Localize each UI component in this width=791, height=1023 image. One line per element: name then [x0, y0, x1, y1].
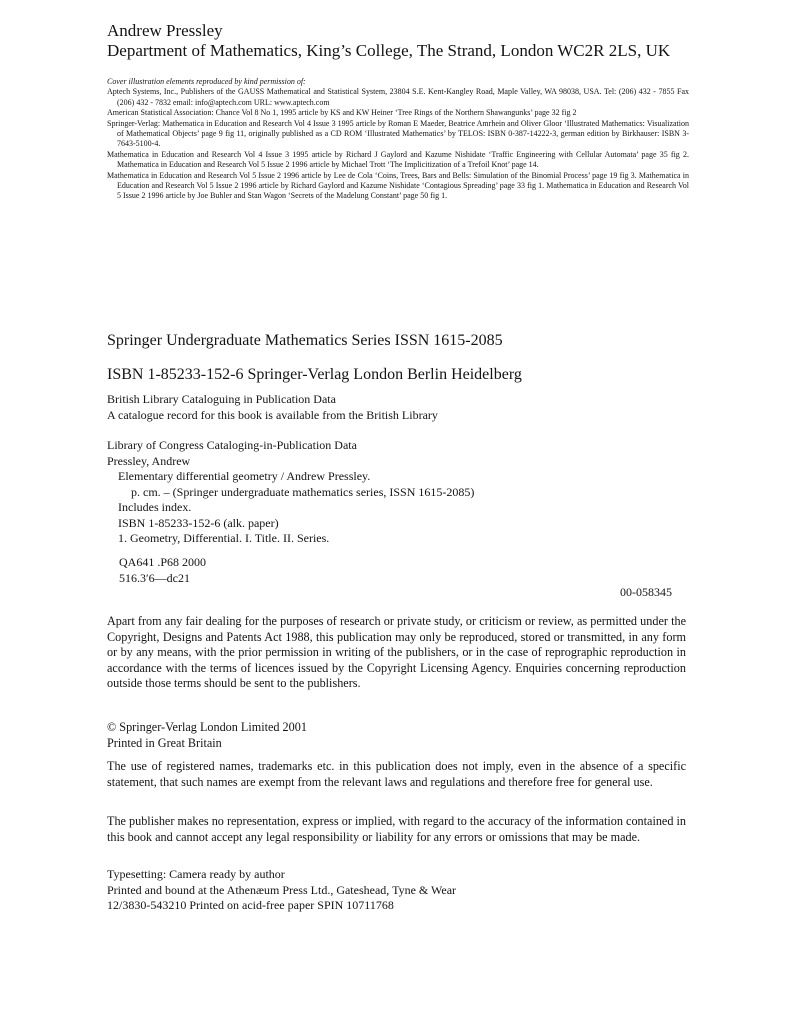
loc-index: Includes index. — [118, 500, 192, 514]
british-library-cip — [107, 392, 438, 423]
copyright-notice — [107, 720, 686, 751]
loc-cip-block — [107, 438, 474, 547]
liability-paragraph — [107, 814, 686, 845]
loc-title: Elementary differential geometry / Andrew Pressley. — [118, 469, 371, 483]
cover-credits — [107, 77, 689, 202]
british-library-heading: British Library Cataloguing in Publication Data — [107, 392, 336, 406]
copyright-line: © Springer-Verlag London Limited 2001 — [107, 720, 307, 734]
loc-dewey: 516.3′6—dc21 — [119, 570, 190, 585]
isbn-line: ISBN 1-85233-152-6 Springer-Verlag London Berlin Heidelberg — [107, 366, 522, 383]
typesetting-line: Typesetting: Camera ready by author — [107, 867, 285, 881]
rights-text: Apart from any fair dealing for the purposes of research or private study, or criticism or review, as permitted under the Copyright, Designs and Patents Act 1988, this publication may only be reproduced, stored or transmitted, in any form or by any means, with the prior permission in writing of the publishers, or in the case of reprographic reproduction in accordance with the terms of licences issued by the Copyright Licensing Agency. Enquiries concerning reproduction outside those terms should be sent to the publishers. — [107, 614, 686, 691]
trademark-text: The use of registered names, trademarks etc. in this publication does not imply, even in the absence of a specific statement, that such names are exempt from the relevant laws and regulations and therefore free for general use. — [107, 759, 686, 789]
trademark-paragraph — [107, 759, 686, 790]
loc-heading: Library of Congress Cataloging-in-Publication Data — [107, 438, 357, 452]
cover-credit-item: Aptech Systems, Inc., Publishers of the GAUSS Mathematical and Statistical System, 23804 S.E. Kent-Kangley Road, Maple Valley, WA 98038, USA. Tel: (206) 432 - 7855 Fax (206) 432 - 7832 email: info@aptech.com URL: www.aptech.com — [107, 87, 689, 107]
printed-in: Printed in Great Britain — [107, 735, 222, 750]
loc-subjects: 1. Geometry, Differential. I. Title. II. Series. — [118, 531, 330, 545]
spin-line: 12/3830-543210 Printed on acid-free paper SPIN 10711768 — [107, 898, 394, 912]
loc-isbn: ISBN 1-85233-152-6 (alk. paper) — [118, 515, 279, 530]
loc-call-number: QA641 .P68 2000 — [119, 555, 207, 569]
printed-bound-line: Printed and bound at the Athenæum Press Ltd., Gateshead, Tyne & Wear — [107, 882, 457, 897]
production-info — [107, 867, 456, 914]
loc-pages: p. cm. – (Springer undergraduate mathematics series, ISSN 1615-2085) — [131, 484, 475, 499]
author-name: Andrew Pressley — [107, 21, 223, 40]
cover-credit-item: Mathematica in Education and Research Vol 4 Issue 3 1995 article by Richard J Gaylord and Kazume Nishidate ‘Traffic Engineering with Cellular Automata’ page 35 fig 2. Mathematica in Education and Research Vol 5 Issue 2 1996 article by Michael Trott ‘The Implicitization of a Trefoil Knot’ page 14. — [107, 149, 689, 170]
loc-call-numbers — [119, 555, 206, 586]
cover-credit-item: Springer-Verlag: Mathematica in Education and Research Vol 4 Issue 3 1995 article by Roman E Maeder, Beatrice Amrhein and Oliver Gloor ‘Illustrated Mathematics: Visualization of Mathematical Objects’ page 9 fig 11, originally published as a CD ROM ‘Illustrated Mathematics’ by TELOS: ISBN 0-387-14222-3, german edition by Birkhauser: ISBN 3-7643-5100-4. — [107, 118, 689, 149]
series-issn: Springer Undergraduate Mathematics Series ISSN 1615-2085 — [107, 332, 503, 349]
rights-paragraph — [107, 614, 686, 692]
british-library-note: A catalogue record for this book is available from the British Library — [107, 407, 438, 422]
liability-text: The publisher makes no representation, express or implied, with regard to the accuracy of the information contained in this book and cannot accept any legal responsibility or liability for any errors or omissions that may be made. — [107, 814, 686, 844]
loc-author: Pressley, Andrew — [107, 453, 191, 468]
author-affiliation: Department of Mathematics, King’s College, The Strand, London WC2R 2LS, UK — [107, 41, 671, 60]
cover-credits-intro: Cover illustration elements reproduced by kind permission of: — [107, 77, 306, 86]
cover-credit-item: American Statistical Association: Chance Vol 8 No 1, 1995 article by KS and KW Heiner ‘Tree Rings of the Northern Shawangunks’ page 32 fig 2 — [107, 108, 577, 118]
loc-lccn: 00-058345 — [620, 585, 672, 599]
cover-credit-item: Mathematica in Education and Research Vol 5 Issue 2 1996 article by Lee de Cola ‘Coins, Trees, Bars and Bells: Simulation of the Binomial Process’ page 19 fig 3. Mathematica in Education and Research Vol 5 Issue 2 1996 article by Richard Gaylord and Kazume Nishidate ‘Contagious Spreading’ page 33 fig 1. Mathematica in Education and Research Vol 5 Issue 2 1996 article by Joe Buhler and Stan Wagon ‘Secrets of the Madelung Constant’ page 50 fig 1. — [107, 170, 689, 201]
